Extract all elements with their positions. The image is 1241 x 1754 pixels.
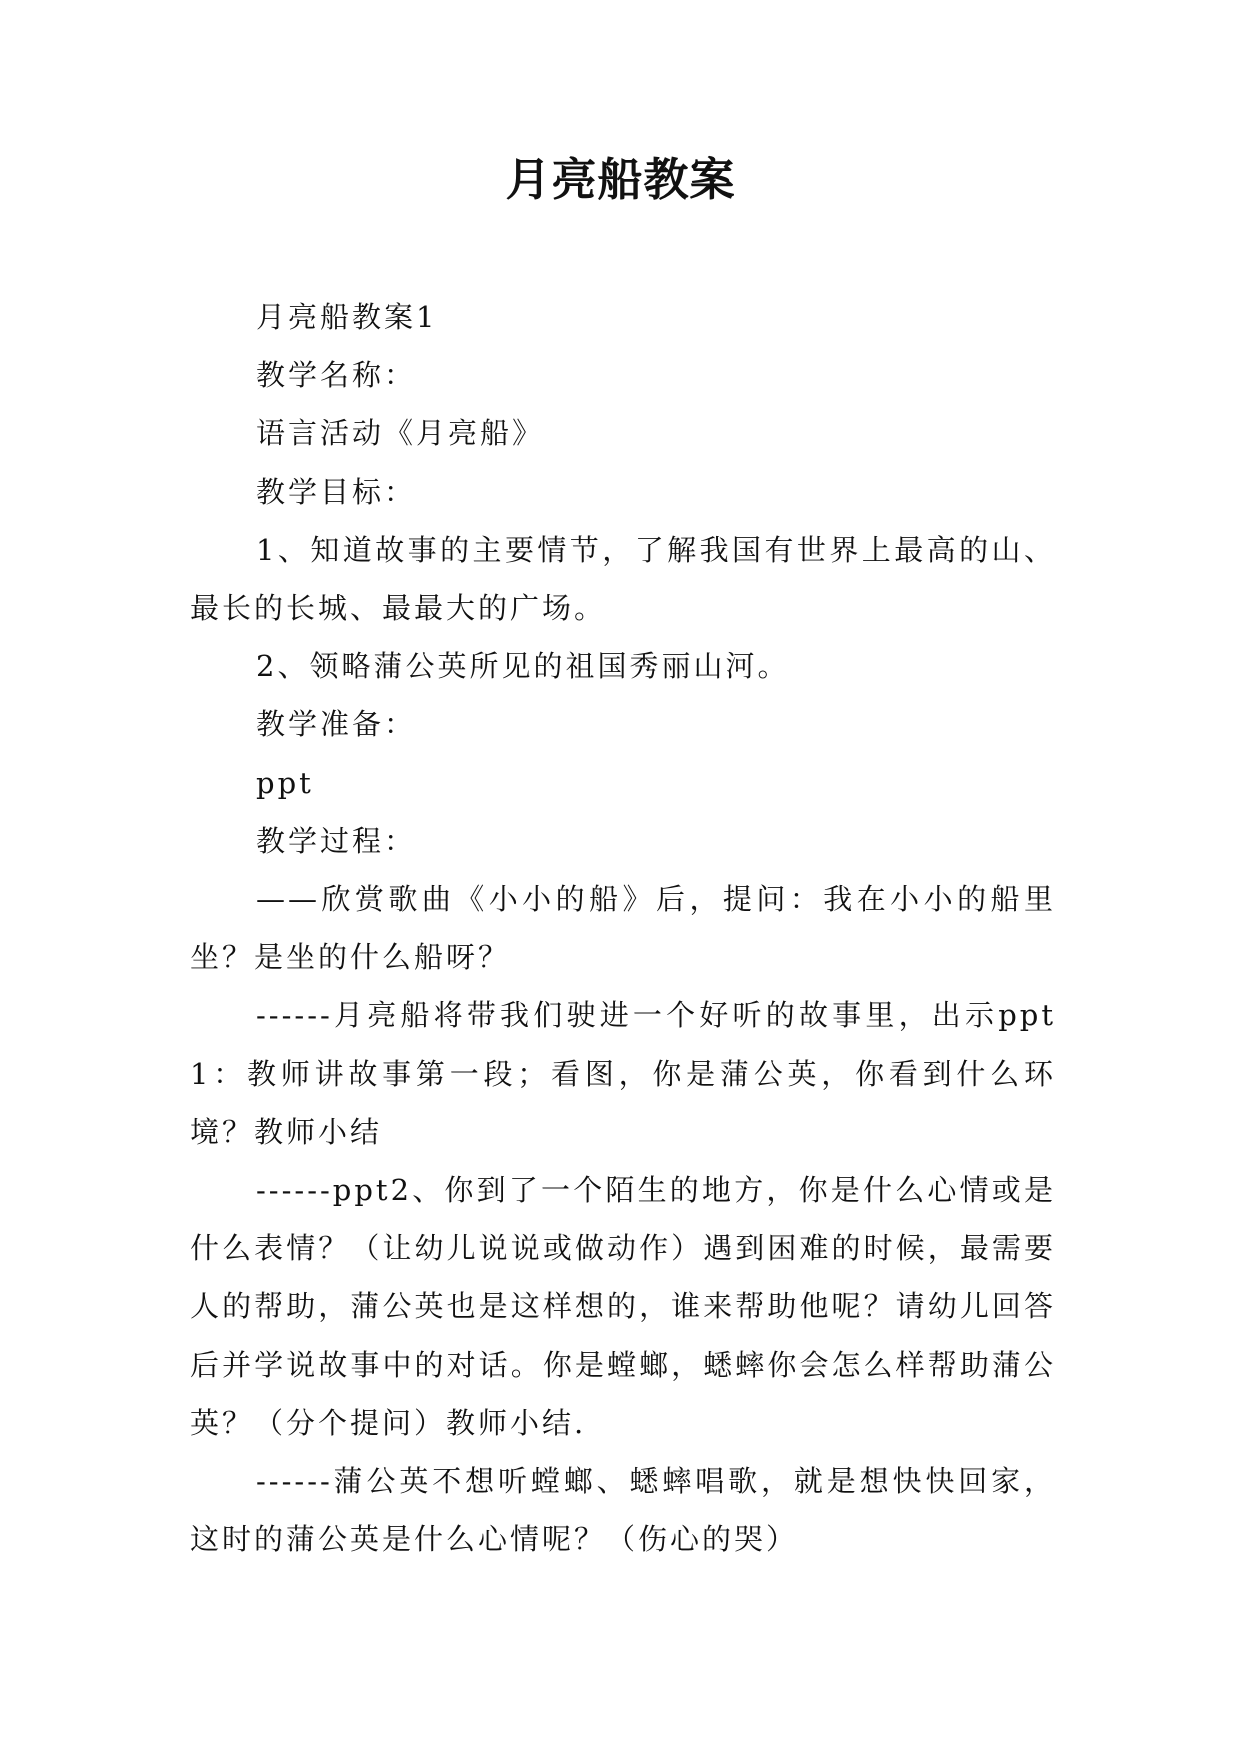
paragraph-preparation: ppt <box>256 765 314 800</box>
paragraph-heading: 月亮船教案1 <box>256 300 438 334</box>
paragraph-process-label: 教学过程： <box>256 823 417 858</box>
paragraph-preparation-label: 教学准备： <box>256 707 417 742</box>
document-body <box>190 288 1056 1568</box>
paragraph-process-step-4: ------蒲公英不想听螳螂、蟋蟀唱歌，就是想快快回家，这时的蒲公英是什么心情呢？（伤心的哭） <box>190 1464 1056 1557</box>
paragraph-goals-label: 教学目标： <box>256 474 417 509</box>
paragraph-teaching-name: 语言活动《月亮船》 <box>256 416 545 451</box>
paragraph-process-step-3: ------ppt2、你到了一个陌生的地方，你是什么心情或是什么表情？（让幼儿说说或做动作）遇到困难的时候，最需要人的帮助，蒲公英也是这样想的，谁来帮助他呢？请幼儿回答后并学说故事中的对话。你是螳螂，蟋蟀你会怎么样帮助蒲公英？（分个提问）教师小结. <box>190 1173 1056 1440</box>
paragraph-goal-1: 1、知道故事的主要情节，了解我国有世界上最高的山、最长的长城、最最大的广场。 <box>190 532 1056 626</box>
paragraph-process-step-2: ------月亮船将带我们驶进一个好听的故事里，出示ppt1：教师讲故事第一段；看图，你是蒲公英，你看到什么环境？教师小结 <box>190 998 1056 1149</box>
paragraph-goal-2: 2、领略蒲公英所见的祖国秀丽山河。 <box>256 649 790 684</box>
document-title: 月亮船教案 <box>505 153 736 206</box>
paragraph-teaching-name-label: 教学名称： <box>256 358 417 393</box>
paragraph-process-step-1: ——欣赏歌曲《小小的船》后，提问：我在小小的船里坐？是坐的什么船呀？ <box>190 882 1056 975</box>
